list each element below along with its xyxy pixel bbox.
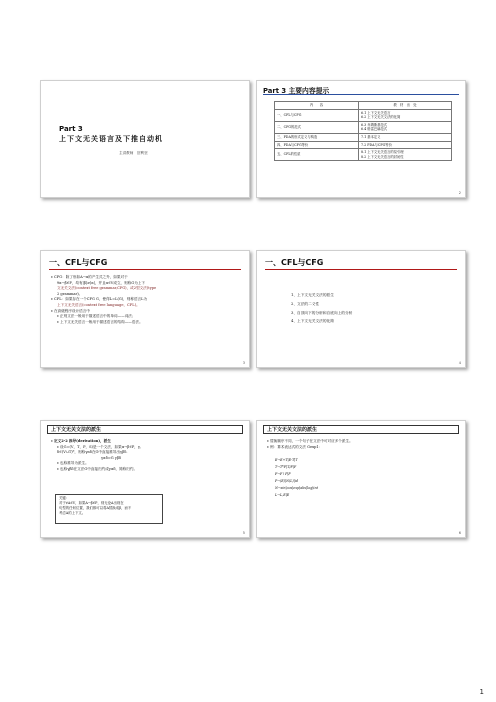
list-item: 2、文法的二义性 <box>291 301 320 306</box>
grammar-rule: E→E+T|E-T|T <box>275 458 298 462</box>
definition-title: 定义2-2 推导(derivation)，派生 <box>54 439 111 443</box>
table-cell-content: 三、PDA的形式定义与构造 <box>275 133 359 141</box>
grammar-rule: L→L,E|E <box>275 493 290 497</box>
title-underline <box>263 94 459 95</box>
text-line: CFG：除了形如A→α的产生式之外，如果对于 <box>54 275 128 279</box>
slide-6 <box>256 420 466 538</box>
slide-2 <box>256 80 466 198</box>
text-line: ∀α→β∈P，均有|β|≥|α|，并且α∈V成立，则称G为上下 <box>57 280 145 285</box>
text-line: 设G=(V，T，P，S)是一个文法，如果α→β∈P，γ, <box>60 444 142 449</box>
slide-1-subtitle: 上下文无关语言及下推自动机 <box>59 135 163 143</box>
table-cell-content: 四、PDA与CFG等价 <box>275 141 359 149</box>
table-row <box>275 149 452 161</box>
ref-item: 6.4 格雷巴赫范式 <box>361 127 388 132</box>
list-item: 1、上下文无关文法的派生 <box>291 293 334 297</box>
table-header-refs: 教 材 出 处 <box>359 102 452 110</box>
bullet: ε 上下文无关语言一般用于描述语言的结构——语法。 <box>57 319 143 324</box>
table-header-row <box>275 102 452 110</box>
slide-3-title: 一、CFL与CFG <box>49 258 108 267</box>
slide-number: 4 <box>458 361 461 365</box>
slide-6-body <box>267 439 457 450</box>
ref-item: 8.1 上下文无关语言的泵引理 <box>361 150 404 155</box>
slide-6-header: 上下文无关文法的派生 <box>263 425 459 434</box>
table-row <box>275 109 452 121</box>
ref-item: 6.3 乔姆斯基范式 <box>361 122 388 127</box>
slide-3 <box>40 250 250 368</box>
grammar-rule: F→F↑P|P <box>275 472 291 476</box>
bullet: ε 也称推导为派生。 <box>57 461 89 466</box>
ref-item: 6.1 上下文无关语言 <box>361 110 391 115</box>
text-line: 上下文无关语言(context free language，CFL)。 <box>57 302 140 307</box>
note-line: 句型的任何位置，我们都可以将A替换成β，而不 <box>59 506 132 510</box>
bullet: ε 也称γβδ在文法G中直接归约成γαδ，简称归约。 <box>57 466 138 471</box>
grammar-rule: P→(E)|N(L)|id <box>275 479 298 483</box>
note-line: 对于∀A∈V，如果A→β∈P，则无论A出现在 <box>59 501 124 505</box>
title-underline <box>265 269 457 270</box>
paragraph: ε 定义2-2 推导(derivation)，派生 <box>51 439 111 443</box>
table-header-content: 内 容 <box>275 102 359 110</box>
text-line: 上下文无关语言一般用于描述语言的结构——语法。 <box>60 319 143 324</box>
grammar-rule: T→T*F|T/F|F <box>275 465 297 469</box>
document-page-number: 1 <box>479 688 484 696</box>
text-line: 在高级程序设计语言中 <box>54 308 90 313</box>
slide-number: 6 <box>458 531 461 535</box>
slide-1-author: 主讲教师 贺利坚 <box>119 151 148 155</box>
paragraph: ε CFG：除了形如A→α的产生式之外，如果对于 <box>51 275 128 279</box>
slide-4 <box>256 250 466 368</box>
text-line: δ∈(V∪T)*，则称γαδ在G中直接推导出γβδ. <box>57 450 128 455</box>
slide-4-title: 一、CFL与CFG <box>265 258 324 267</box>
key-note-box <box>55 494 163 524</box>
table-row <box>275 121 452 133</box>
text-line: CFL：如果存在一个CFG G，使得L=L(G)，则称语言L为 <box>54 297 148 302</box>
table-row <box>275 141 452 149</box>
text-line: 替换顺序不同，一个句子在文法中可对应多个派生。 <box>270 439 353 443</box>
title-underline <box>49 269 241 270</box>
grammar-rule: N→sin|cos|exp|abs|log|int <box>275 486 318 490</box>
slide-number: 5 <box>242 531 245 535</box>
slide-3-body <box>51 275 241 325</box>
bullet: ε 正则文法一般用于描述语言中的单词——词法； <box>57 314 136 319</box>
slide-number: 2 <box>458 191 461 195</box>
slide-5-header: 上下文无关文法的派生 <box>47 425 243 434</box>
slide-5-body <box>51 439 241 473</box>
table-cell-content: 一、CFL与CFG <box>275 109 359 121</box>
paragraph: ε 在高级程序设计语言中 <box>51 308 90 313</box>
slide-5 <box>40 420 250 538</box>
table-cell-refs <box>359 149 452 161</box>
list-item: 3、自顶向下的分析和自底向上的分析 <box>291 310 353 315</box>
note-line: 考虑A的上下文。 <box>59 511 86 515</box>
list-item: 4、上下文无关文法的化简 <box>291 319 334 324</box>
ref-item: 8.2 上下文无关语言的封闭性 <box>361 154 404 159</box>
table-row <box>275 133 452 141</box>
table-cell-content: 二、CFG的范式 <box>275 121 359 133</box>
bullet: ε 设G=(V，T，P，S)是一个文法，如果α→β∈P，γ, <box>57 444 142 449</box>
slide-1 <box>40 80 250 198</box>
text-line: 文无关文法(context free grammar,CFG)，或2型文法(type <box>57 286 157 291</box>
text-line: 正则文法一般用于描述语言中的单词——词法； <box>60 314 136 319</box>
grammar-rules <box>275 457 318 499</box>
text-line: 例：算术表达式的文法 Gexp1： <box>270 444 323 449</box>
slide-1-title: Part 3 <box>59 125 83 133</box>
slide-2-title: Part 3 主要内容提示 <box>263 87 330 95</box>
formula: γαδ⇒G γβδ <box>101 455 122 460</box>
table-cell-refs: 7.2 PDA与CFG等价 <box>359 141 452 149</box>
text-line: 也称推导为派生。 <box>60 461 89 466</box>
paragraph: ε 替换顺序不同，一个句子在文法中可对应多个派生。 <box>267 439 353 443</box>
note-line: 关键： <box>59 496 70 500</box>
table-cell-refs <box>359 121 452 133</box>
paragraph: ε CFL：如果存在一个CFG G，使得L=L(G)，则称语言L为 <box>51 297 148 302</box>
content-table <box>274 101 452 161</box>
paragraph: ε 例：算术表达式的文法 Gexp1： <box>267 444 323 449</box>
ref-item: 6.2 上下文无关文法的化简 <box>361 115 401 120</box>
slide-number: 3 <box>242 361 245 365</box>
text-line: 2 grammar)。 <box>57 291 83 296</box>
table-cell-refs <box>359 109 452 121</box>
outline-list <box>291 291 352 326</box>
text-line: 也称γβδ在文法G中直接归约成γαδ，简称归约。 <box>60 466 138 471</box>
table-cell-refs: 7.1 基本定义 <box>359 133 452 141</box>
table-cell-content: 五、CFL的性质 <box>275 149 359 161</box>
